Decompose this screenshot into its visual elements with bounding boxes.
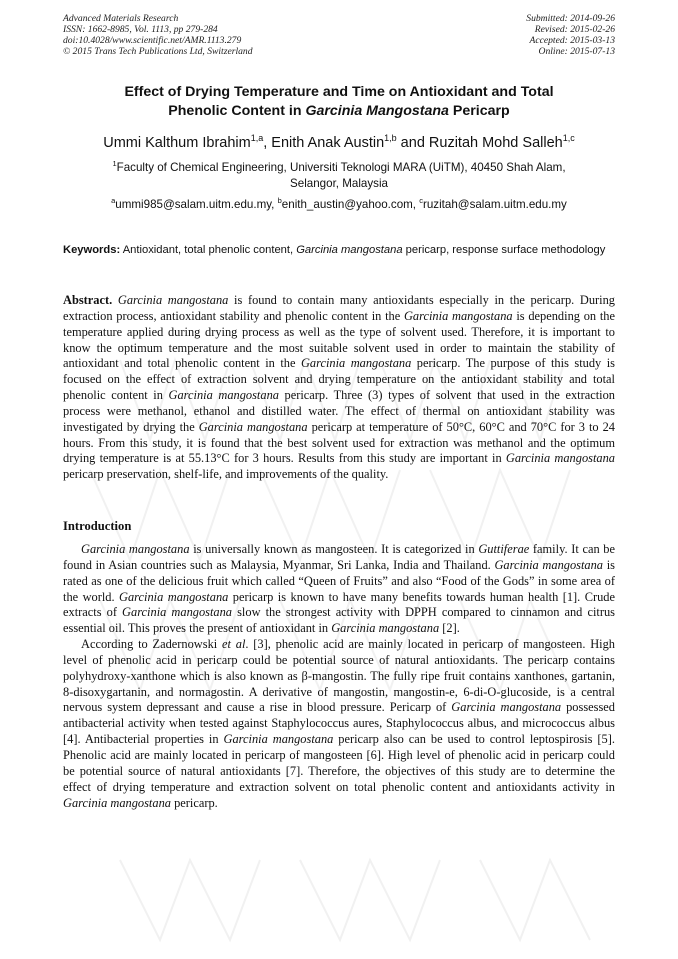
affiliation-line-2: Selangor, Malaysia <box>290 176 388 190</box>
introduction-body <box>63 542 615 811</box>
date-revised: Revised: 2015-02-26 <box>534 23 615 35</box>
journal-doi[interactable]: doi:10.4028/www.scientific.net/AMR.1113.279 <box>63 34 242 46</box>
keywords: Keywords: Antioxidant, total phenolic content, Garcinia mangostana pericarp, response surface methodology <box>63 244 606 256</box>
title-line-2: Phenolic Content in Garcinia Mangostana Pericarp <box>168 103 510 119</box>
journal-info <box>63 14 253 58</box>
publication-dates <box>526 14 615 58</box>
journal-name: Advanced Materials Research <box>63 13 179 24</box>
date-submitted: Submitted: 2014-09-26 <box>526 13 615 24</box>
affiliation-line-1: $^1$Faculty of Chemical Engineering, Universiti Teknologi MARA (UiTM), 40450 Shah Alam, <box>112 159 566 174</box>
paper-title <box>63 83 615 121</box>
email-link[interactable]: enith_austin@yahoo.com, <box>281 197 420 211</box>
author-affil-mark: 1,a <box>250 133 264 143</box>
keywords-label: Keywords: <box>63 244 121 256</box>
author-name: Enith Anak Austin <box>271 134 385 151</box>
author-name: Ummi Kalthum Ibrahim <box>103 134 251 151</box>
abstract-label: Abstract. <box>63 293 113 307</box>
author-emails: $^a$ummi985@salam.uitm.edu.my, $^b$enith_austin@yahoo.com, $^c$ruzitah@salam.uitm.edu.my <box>111 196 567 211</box>
date-online: Online: 2015-07-13 <box>538 45 615 57</box>
author-list: Ummi Kalthum Ibrahim$^{1,a}$, Enith Anak Austin$^{1,b}$ and Ruzitah Mohd Salleh$^{1,c}$ <box>103 133 575 151</box>
introduction-heading: Introduction <box>63 519 132 533</box>
affiliation <box>63 156 615 192</box>
journal-issn: ISSN: 1662-8985, Vol. 1113, pp 279-284 <box>63 23 218 35</box>
author-affil-mark: 1,b <box>384 133 397 143</box>
abstract: Abstract. Garcinia mangostana is found to contain many antioxidants especially in the pericarp. During extraction process, antioxidant stability and phenolic content in the Garcinia mangostana is depending on the temperature applied during drying process as well as the type of solvent used. Therefore, it is important to know the optimum temperature and the most suitable solvent used in order to maintain the stability of antioxidant and total phenolic content in the Garcinia mangostana pericarp. The purpose of this study is focused on the effect of extraction solvent and drying temperature on the antioxidant stability and total phenolic content in Garcinia mangostana pericarp. Three (3) types of solvent that used in the extraction process were methanol, ethanol and distilled water. The effect of thermal on antioxidant stability was investigated by drying the Garcinia mangostana pericarp at temperature of 50°C, 60°C and 70°C for 3 to 24 hours. From this study, it is found that the best solvent used for extraction was methanol and the optimum drying temperature is at 55.13°C for 3 hours. Results from this study are important in Garcinia mangostana pericarp preservation, shelf-life, and improvements of the quality. <box>63 293 615 482</box>
email-link[interactable]: ruzitah@salam.uitm.edu.my <box>423 197 567 211</box>
title-line-1: Effect of Drying Temperature and Time on Antioxidant and Total <box>124 84 554 100</box>
author-affil-mark: 1,c <box>562 133 575 143</box>
paragraph: According to Zadernowski et al. [3], phenolic acid are mainly located in pericarp of mangosteen. High level of phenolic acid in pericarp could be potential source of natural antioxidants. The pericarp contains polyhydroxy-xanthone which is also known as β-mangostin. The fully ripe fruit contains xanthones, gartanin, 8-disoxygartanin, and normagostin. A derivative of mangostin, mangostin-e, 6-di-O-glucoside, is a central nervous system depressant and cause a rise in blood pressure. Pericarp of Garcinia mangostana possessed antibacterial activity when tested against Staphylococcus aures, Staphylococcus albus, and micrococcus albus [4]. Antibacterial properties in Garcinia mangostana pericarp also can be used to control leptospirosis [5]. Phenolic acid are mainly located in pericarp of mangosteen [6]. High level of phenolic acid in pericarp could be potential source of natural antioxidants [7]. Therefore, the objectives of this study are to determine the effect of drying temperature and extraction solvent on total phenolic content and antioxidants activity in Garcinia mangostana pericarp. <box>63 637 615 810</box>
paragraph: Garcinia mangostana is universally known as mangosteen. It is categorized in Guttiferae family. It can be found in Asian countries such as Malaysia, Myanmar, Sri Lanka, India and Thailand. Garcinia mangostana is rated as one of the delicious fruit which called “Queen of Fruits” and also “Food of the Gods” in some area of the world. Garcinia mangostana pericarp is known to have many benefits towards human health [1]. Crude extracts of Garcinia mangostana slow the strongest activity with DPPH compared to cinnamon and citrus essential oil. This proves the present of antioxidant in Garcinia mangostana [2]. <box>63 542 616 636</box>
journal-copyright: © 2015 Trans Tech Publications Ltd, Switzerland <box>63 45 253 57</box>
email-link[interactable]: ummi985@salam.uitm.edu.my, <box>115 197 278 211</box>
author-name: Ruzitah Mohd Salleh <box>428 134 563 151</box>
date-accepted: Accepted: 2015-03-13 <box>529 34 615 46</box>
